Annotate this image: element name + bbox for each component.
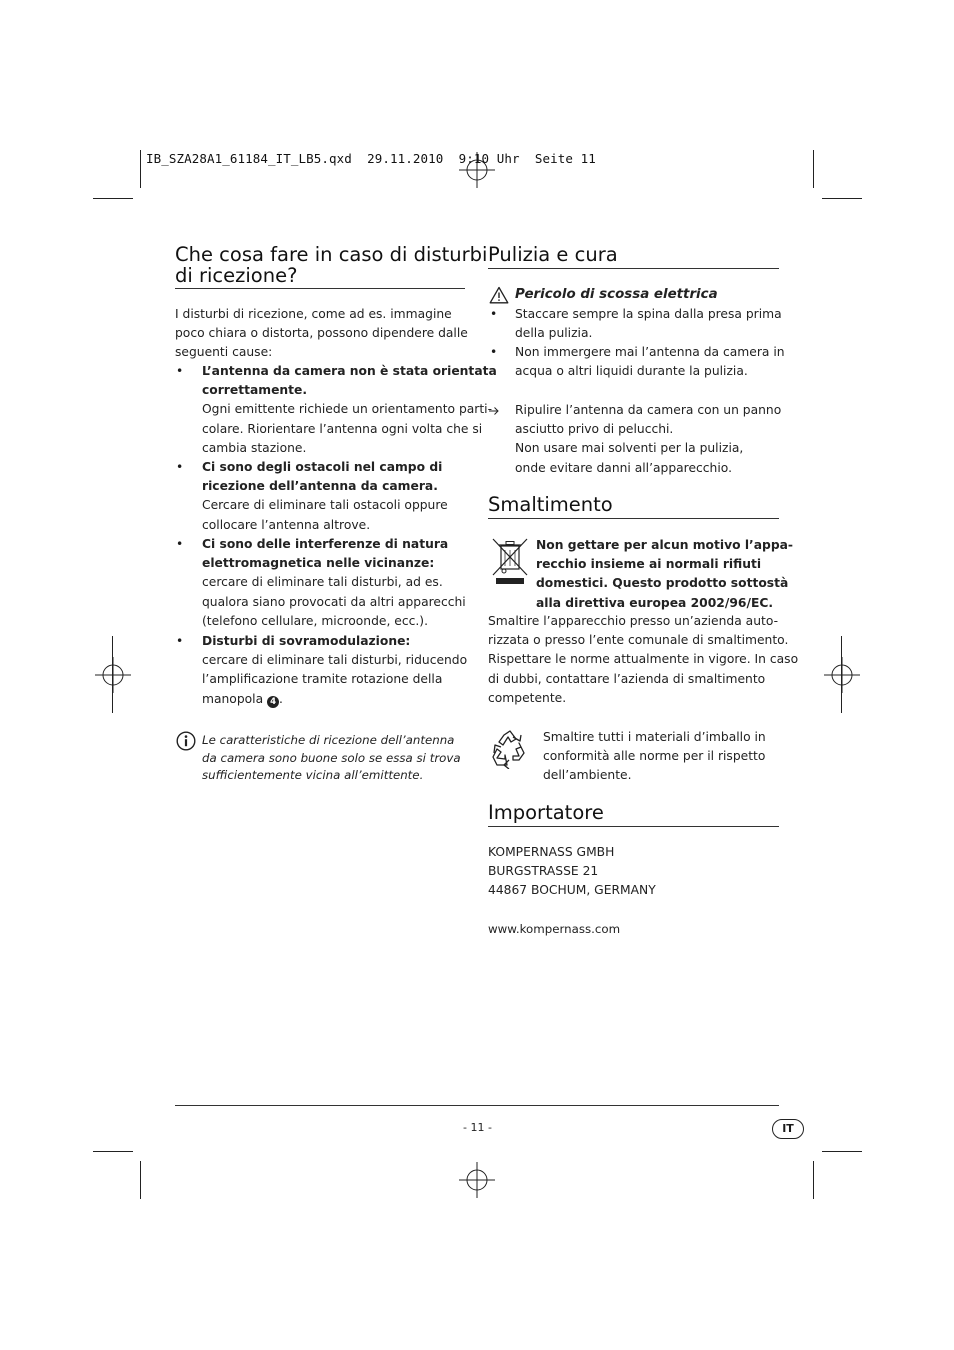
crop-mark-bottom-right-h: [822, 1151, 862, 1152]
text-line: Ogni emittente richiede un orientamento parti-: [202, 402, 493, 417]
heading-line: di ricezione?: [175, 264, 298, 287]
text-line: cambia stazione.: [202, 440, 307, 455]
heading-line: Che cosa fare in caso di disturbi: [175, 243, 488, 266]
crop-mark-top-left-h: [93, 198, 133, 199]
crop-mark-top-right-v: [813, 150, 814, 188]
crossed-bin-icon: [490, 535, 530, 587]
bullet-dot: •: [176, 537, 184, 551]
text-line: colare. Riorientare l’antenna ogni volta che si: [202, 421, 483, 436]
text-line: domestici. Questo prodotto sottostà: [536, 576, 789, 591]
text-line: Non gettare per alcun motivo l’appa-: [536, 538, 794, 552]
smaltimento-heading: Smaltimento: [488, 493, 613, 516]
warning-title: Pericolo di scossa elettrica: [515, 287, 718, 302]
text-line: Staccare sempre la spina dalla presa prima: [515, 307, 782, 321]
cause-item: [202, 632, 467, 709]
crop-mark-bottom-left-v: [140, 1161, 141, 1199]
cause-title: elettromagnetica nelle vicinanze:: [202, 556, 435, 571]
cause-item: [202, 458, 448, 535]
text-line: Smaltire tutti i materiali d’imballo in: [543, 730, 766, 744]
file-header: IB_SZA28A1_61184_IT_LB5.qxd 29.11.2010 9:10 Uhr Seite 11: [146, 151, 596, 166]
crop-mark-top-right-h: [822, 198, 862, 199]
registration-mark-icon: [459, 1162, 495, 1198]
text-line: competente.: [488, 690, 567, 705]
pulizia-bullet: [515, 305, 782, 343]
crop-mark-left-mid-v: [112, 636, 113, 713]
text-line: sufficientemente vicina all’emittente.: [202, 768, 424, 782]
language-badge: IT: [772, 1119, 804, 1139]
intro-text: [175, 305, 468, 363]
pulizia-bullet: [515, 343, 785, 381]
text-line: di dubbi, contattare l’azienda di smaltimento: [488, 671, 766, 686]
text-line: da camera sono buone solo se essa si trova: [202, 750, 461, 765]
text-line: l’amplificazione tramite rotazione della: [202, 672, 443, 687]
text-line: conformità alle norme per il rispetto: [543, 749, 766, 764]
left-heading-rule: [175, 288, 465, 289]
cause-item: [202, 362, 497, 458]
weee-text: [488, 612, 798, 708]
info-note: [202, 732, 461, 785]
text-line: recchio insieme ai normali rifiuti: [536, 557, 762, 572]
text-line: qualora siano provocati da altri apparecchi: [202, 594, 466, 609]
text-line: alla direttiva europea 2002/96/EC.: [536, 595, 774, 610]
text-line: acqua o altri liquidi durante la pulizia.: [515, 364, 748, 379]
arrow-step-icon: [488, 406, 500, 416]
cause-title: Ci sono delle interferenze di natura: [202, 537, 449, 551]
text-line: cercare di eliminare tali disturbi, riducendo: [202, 653, 468, 668]
text-line: Rispettare le norme attualmente in vigore. In caso: [488, 652, 799, 667]
weee-notice: [536, 536, 793, 613]
left-heading: [175, 244, 487, 286]
text-line: Non immergere mai l’antenna da camera in: [515, 345, 785, 359]
info-icon: [176, 731, 196, 751]
pulizia-rule: [488, 268, 779, 269]
bullet-dot: •: [176, 460, 184, 474]
knob-number-badge: 4: [267, 696, 279, 708]
text-line: Le caratteristiche di ricezione dell’antenna: [202, 733, 455, 747]
recycle-icon: [489, 729, 531, 769]
bullet-dot: •: [490, 307, 498, 321]
text-line: collocare l’antenna altrove.: [202, 517, 371, 532]
text-line: dell’ambiente.: [543, 768, 632, 783]
smaltimento-rule: [488, 518, 779, 519]
text-line: I disturbi di ricezione, come ad es. immagine: [175, 307, 452, 321]
registration-mark-icon: [95, 657, 131, 693]
pulizia-heading: Pulizia e cura: [488, 243, 618, 266]
text-span: manopola: [202, 691, 264, 706]
crop-mark-right-mid-v: [841, 636, 842, 713]
warning-triangle-icon: [489, 286, 509, 304]
text-line: (telefono cellulare, microonde, ecc.).: [202, 613, 428, 628]
text-line: rizzata o presso l’ente comunale di smaltimento.: [488, 633, 789, 648]
text-line: [202, 690, 467, 709]
cause-title: Ci sono degli ostacoli nel campo di: [202, 460, 443, 474]
cause-item: [202, 535, 466, 631]
text-line: 44867 BOCHUM, GERMANY: [488, 883, 656, 898]
registration-mark-icon: [824, 657, 860, 693]
recycle-text: [543, 728, 766, 786]
footer-rule: [175, 1105, 779, 1106]
cause-title: correttamente.: [202, 383, 308, 398]
text-line: Non usare mai solventi per la pulizia,: [515, 441, 744, 456]
text-line: cercare di eliminare tali disturbi, ad es.: [202, 575, 443, 590]
bullet-dot: •: [176, 634, 184, 648]
importatore-rule: [488, 826, 779, 827]
importer-address: [488, 843, 656, 901]
cause-title: L’antenna da camera non è stata orientata: [202, 364, 497, 378]
crop-mark-bottom-left-h: [93, 1151, 133, 1152]
pulizia-step: [515, 401, 781, 478]
bullet-dot: •: [176, 364, 184, 378]
bullet-dot: •: [490, 345, 498, 359]
text-span: .: [279, 691, 283, 706]
text-line: Smaltire l’apparecchio presso un’azienda auto-: [488, 614, 779, 628]
crop-mark-bottom-right-v: [813, 1161, 814, 1199]
text-line: asciutto privo di pelucchi.: [515, 422, 674, 437]
text-line: Cercare di eliminare tali ostacoli oppure: [202, 498, 448, 513]
text-line: della pulizia.: [515, 326, 593, 341]
importatore-heading: Importatore: [488, 801, 604, 824]
text-line: BURGSTRASSE 21: [488, 864, 599, 879]
text-line: onde evitare danni all’apparecchio.: [515, 460, 732, 475]
text-line: KOMPERNASS GMBH: [488, 845, 615, 859]
text-line: seguenti cause:: [175, 345, 273, 360]
cause-title: ricezione dell’antenna da camera.: [202, 479, 438, 494]
crop-mark-top-left-v: [140, 150, 141, 188]
text-line: poco chiara o distorta, possono dipendere dalle: [175, 326, 468, 341]
cause-title: Disturbi di sovramodulazione:: [202, 634, 411, 648]
page-number: - 11 -: [463, 1121, 492, 1134]
website-link[interactable]: www.kompernass.com: [488, 922, 621, 936]
text-line: Ripulire l’antenna da camera con un panno: [515, 403, 782, 417]
